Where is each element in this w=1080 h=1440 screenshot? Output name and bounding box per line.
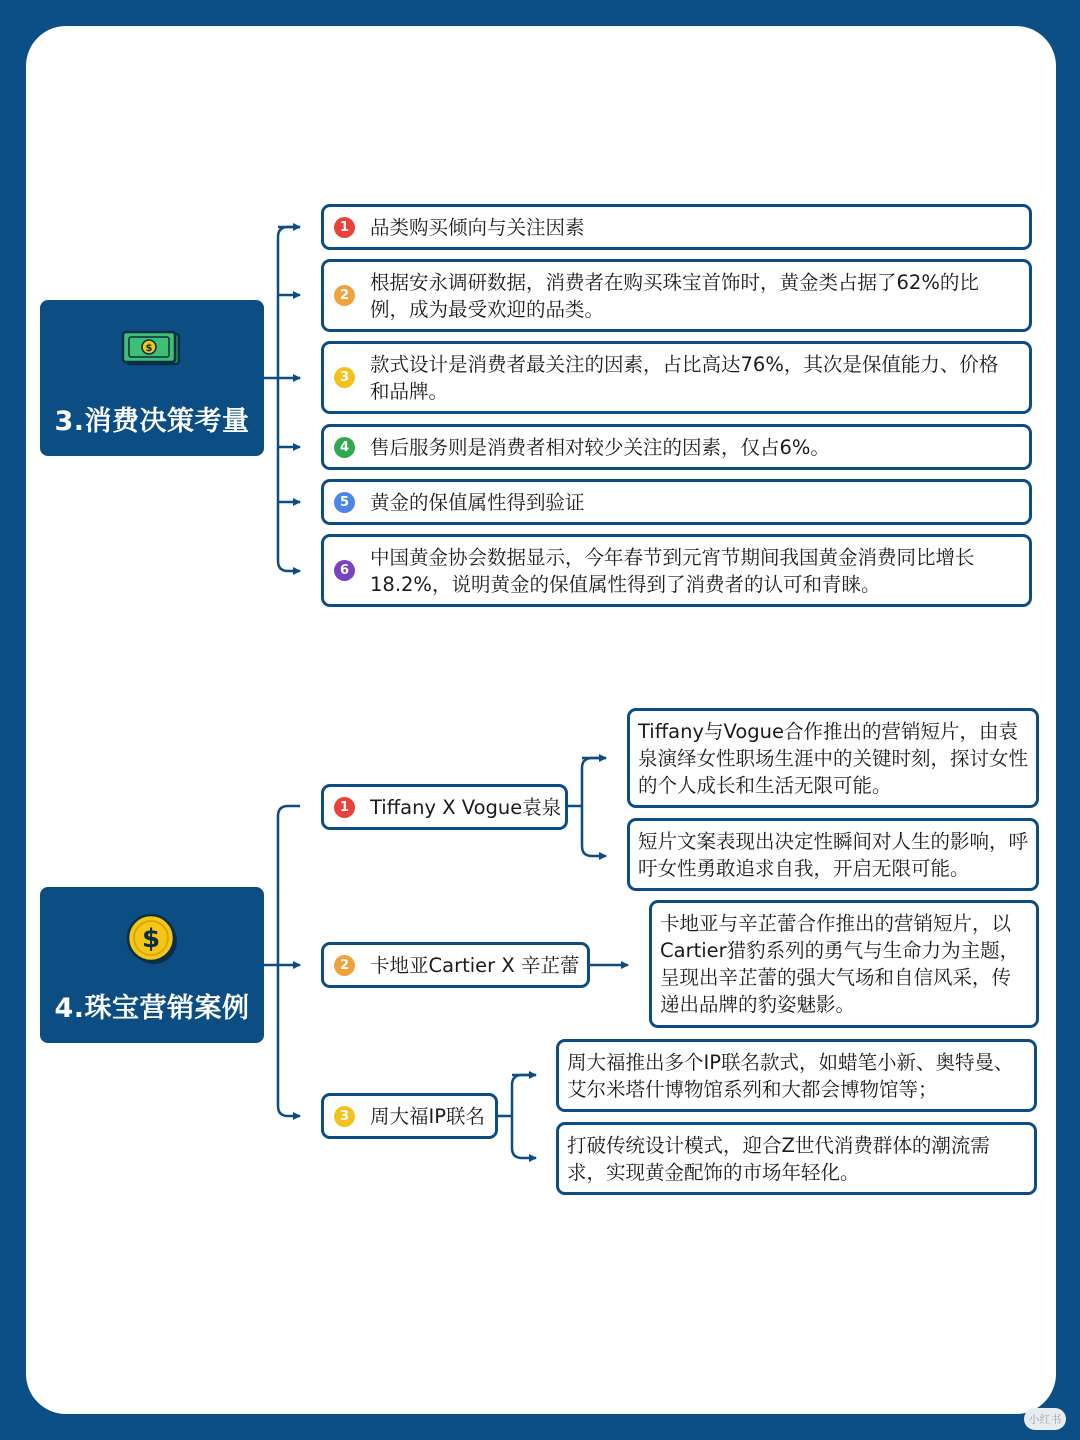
number-badge: 5	[334, 492, 355, 513]
watermark: 小红书	[1024, 1408, 1066, 1430]
number-badge: 4	[334, 437, 355, 458]
number-badge: 3	[334, 1106, 355, 1127]
case-label-text: Tiffany X Vogue袁泉	[370, 795, 562, 819]
detail-text: Tiffany与Vogue合作推出的营销短片，由袁泉演绎女性职场生涯中的关键时刻，探讨女性的个人成长和生活无限可能。	[638, 719, 1029, 797]
section-4-title: 4.珠宝营销案例	[54, 993, 250, 1024]
case-3-detail-1	[556, 1039, 1037, 1112]
section-4-node	[40, 887, 264, 1043]
section-3-node	[40, 300, 264, 456]
number-badge: 3	[334, 367, 355, 388]
case-3-detail-2	[556, 1122, 1037, 1195]
decision-item-5	[321, 479, 1032, 525]
detail-text: 周大福推出多个IP联名款式，如蜡笔小新、奥特曼、艾尔米塔什博物馆系列和大都会博物馆等；	[567, 1050, 1014, 1101]
case-2-detail-1	[649, 900, 1039, 1028]
number-badge: 2	[334, 955, 355, 976]
case-3-label	[321, 1093, 498, 1139]
item-text: 售后服务则是消费者相对较少关注的因素，仅占6%。	[370, 435, 830, 459]
section-3-title: 3.消费决策考量	[54, 406, 250, 437]
decision-item-2	[321, 259, 1032, 332]
case-label-text: 卡地亚Cartier X 辛芷蕾	[370, 953, 580, 977]
detail-text: 打破传统设计模式，迎合Z世代消费群体的潮流需求，实现黄金配饰的市场年轻化。	[567, 1133, 990, 1184]
case-1-label	[321, 784, 568, 830]
number-badge: 6	[334, 560, 355, 581]
svg-text:$: $	[141, 924, 161, 954]
case-2-label	[321, 942, 590, 988]
decision-item-4	[321, 424, 1032, 470]
item-text: 黄金的保值属性得到验证	[370, 490, 585, 514]
case-1-detail-1	[627, 708, 1039, 808]
case-label-text: 周大福IP联名	[370, 1104, 486, 1128]
item-text: 中国黄金协会数据显示，今年春节到元宵节期间我国黄金消费同比增长18.2%，说明黄金的保值属性得到了消费者的认可和青睐。	[370, 545, 975, 596]
detail-text: 短片文案表现出决定性瞬间对人生的影响，呼吁女性勇敢追求自我，开启无限可能。	[638, 829, 1029, 880]
number-badge: 1	[334, 797, 355, 818]
dollar-coin-icon	[124, 911, 180, 971]
case-1-detail-2	[627, 818, 1039, 891]
decision-item-3	[321, 341, 1032, 414]
number-badge: 1	[334, 217, 355, 238]
decision-item-6	[321, 534, 1032, 607]
item-text: 款式设计是消费者最关注的因素，占比高达76%，其次是保值能力、价格和品牌。	[370, 352, 999, 403]
item-text: 品类购买倾向与关注因素	[370, 215, 585, 239]
number-badge: 2	[334, 285, 355, 306]
item-text: 根据安永调研数据，消费者在购买珠宝首饰时，黄金类占据了62%的比例，成为最受欢迎的品类。	[370, 270, 979, 321]
detail-text: 卡地亚与辛芷蕾合作推出的营销短片，以Cartier猎豹系列的勇气与生命力为主题，呈现出辛芷蕾的强大气场和自信风采，传递出品牌的豹姿魅影。	[660, 912, 1020, 1016]
svg-text:$: $	[145, 343, 153, 354]
decision-item-1	[321, 204, 1032, 250]
cash-icon	[121, 330, 183, 374]
